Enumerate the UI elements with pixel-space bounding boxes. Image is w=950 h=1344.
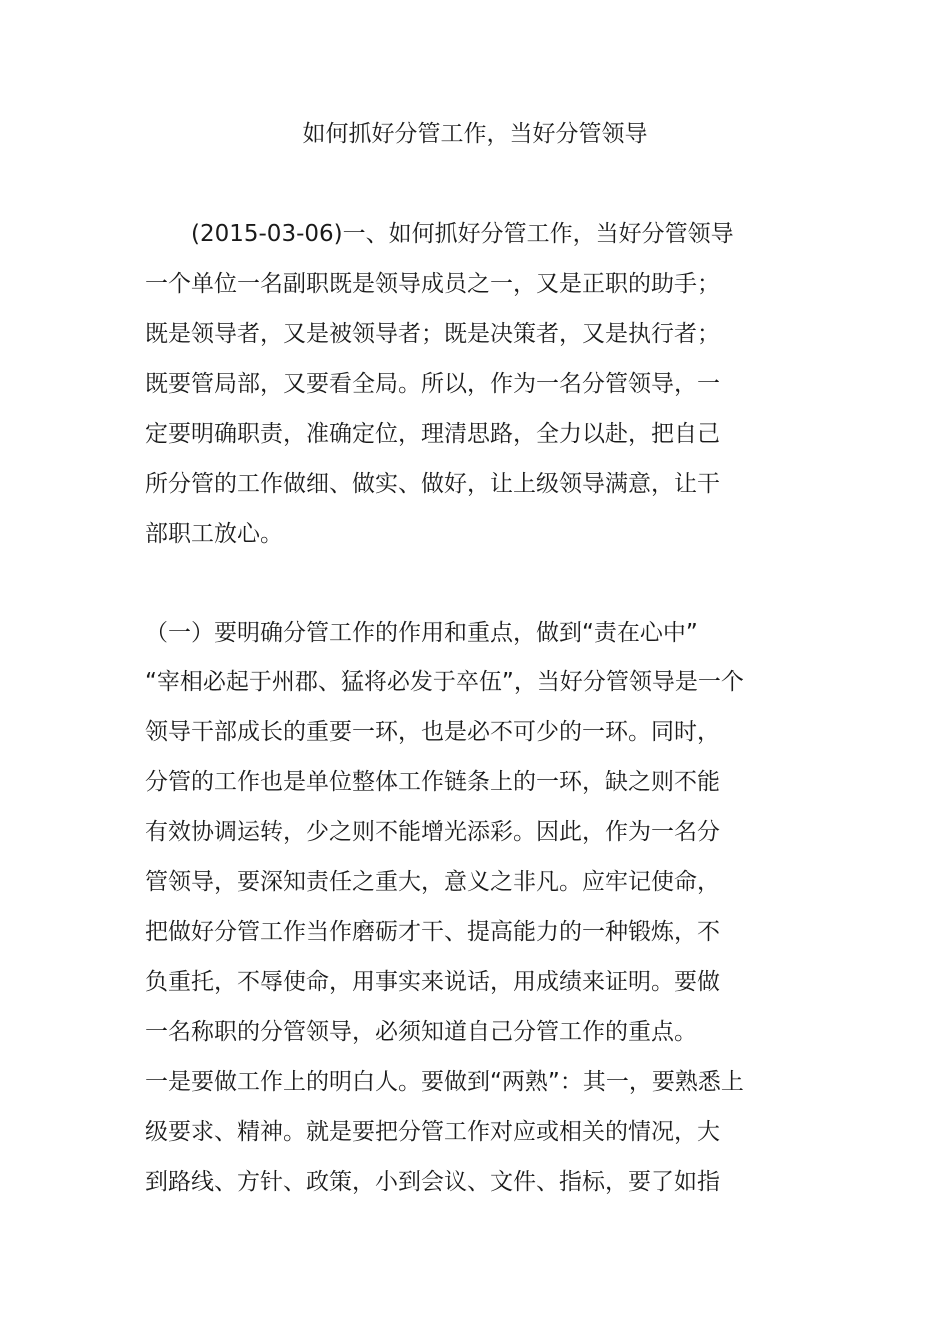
paragraph-line: 管领导，要深知责任之重大，意义之非凡。应牢记使命， bbox=[145, 869, 720, 895]
paragraph-line: 到路线、方针、政策，小到会议、文件、指标，要了如指 bbox=[145, 1169, 720, 1195]
paragraph-line: “宰相必起于州郡、猛将必发于卒伍”，当好分管领导是一个 bbox=[145, 669, 744, 695]
paragraph-line: 负重托，不辱使命，用事实来说话，用成绩来证明。要做 bbox=[145, 969, 720, 995]
section-heading: （一）要明确分管工作的作用和重点，做到“责在心中” bbox=[145, 620, 698, 646]
paragraph-line: 有效协调运转，少之则不能增光添彩。因此，作为一名分 bbox=[145, 819, 720, 845]
document-title: 如何抓好分管工作，当好分管领导 bbox=[302, 121, 648, 147]
paragraph-line: 定要明确职责，准确定位，理清思路，全力以赴，把自己 bbox=[145, 421, 720, 447]
paragraph-line: 级要求、精神。就是要把分管工作对应或相关的情况，大 bbox=[145, 1119, 720, 1145]
paragraph-line: 一名称职的分管领导，必须知道自己分管工作的重点。 bbox=[145, 1019, 697, 1045]
paragraph-line: 所分管的工作做细、做实、做好，让上级领导满意，让干 bbox=[145, 471, 720, 497]
paragraph-line: (2015-03-06)一、如何抓好分管工作，当好分管领导 bbox=[145, 221, 734, 247]
paragraph-line: 既要管局部，又要看全局。所以，作为一名分管领导，一 bbox=[145, 371, 720, 397]
paragraph-line: 分管的工作也是单位整体工作链条上的一环，缺之则不能 bbox=[145, 769, 720, 795]
paragraph-line: 把做好分管工作当作磨砺才干、提高能力的一种锻炼，不 bbox=[145, 919, 720, 945]
paragraph-line: 既是领导者，又是被领导者；既是决策者，又是执行者； bbox=[145, 321, 720, 347]
paragraph-line: 一是要做工作上的明白人。要做到“两熟”：其一，要熟悉上 bbox=[145, 1069, 744, 1095]
paragraph-line: 领导干部成长的重要一环，也是必不可少的一环。同时， bbox=[145, 719, 720, 745]
paragraph-line: 一个单位一名副职既是领导成员之一，又是正职的助手； bbox=[145, 271, 720, 297]
paragraph-line: 部职工放心。 bbox=[145, 521, 283, 547]
